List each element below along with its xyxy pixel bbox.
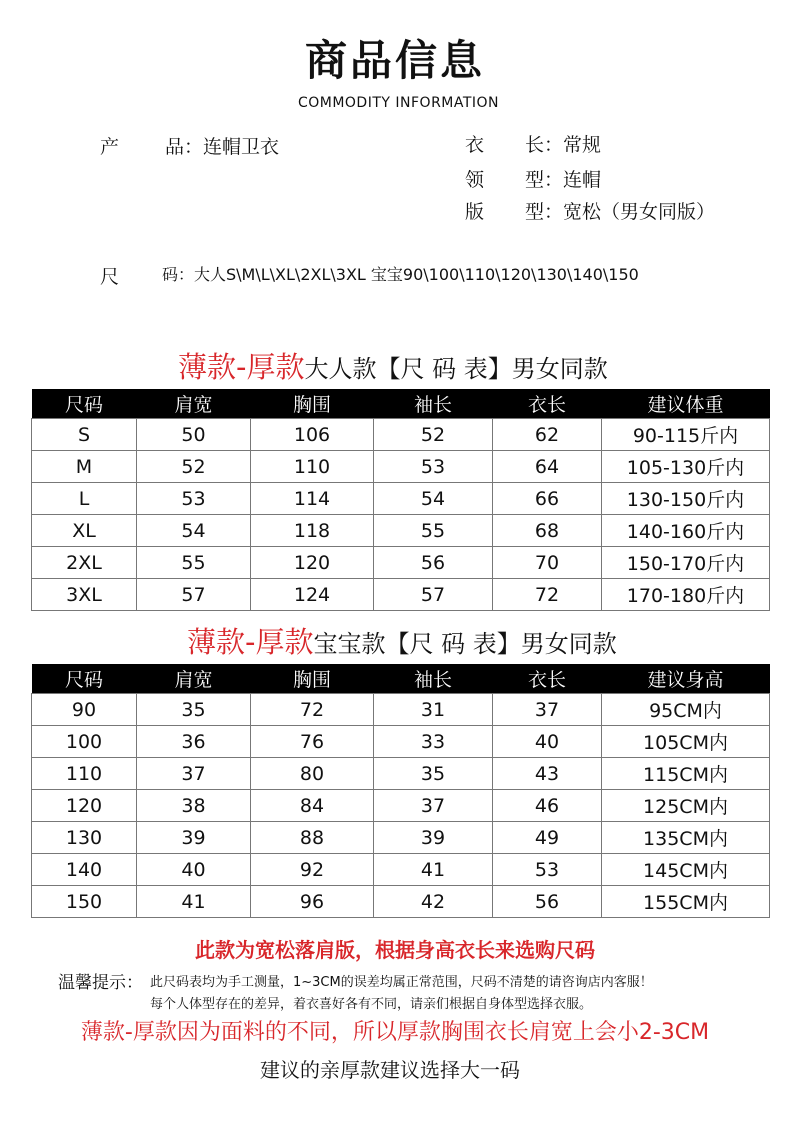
table-cell: 40	[493, 726, 602, 758]
thickness-note: 薄款-厚款因为面料的不同，所以厚款胸围衣长肩宽上会小2-3CM	[80, 1020, 710, 1045]
page-subtitle: COMMODITY INFORMATION	[297, 95, 500, 111]
table-cell: 135CM内	[602, 822, 770, 854]
table-cell: 41	[374, 854, 493, 886]
table-header-cell: 肩宽	[137, 389, 251, 419]
table-header-cell: 衣长	[493, 389, 602, 419]
table-cell: 76	[251, 726, 374, 758]
table-cell: 110	[251, 451, 374, 483]
table-cell: 57	[374, 579, 493, 611]
table-cell: 84	[251, 790, 374, 822]
table-cell: 36	[137, 726, 251, 758]
table-cell: 115CM内	[602, 758, 770, 790]
table-cell: 43	[493, 758, 602, 790]
table-cell: 140-160斤内	[602, 515, 770, 547]
table-header-cell: 胸围	[251, 664, 374, 694]
tip-line-1: 此尺码表均为手工测量，1~3CM的误差均属正常范围，尺码不清楚的请咨询店内客服！	[150, 975, 653, 990]
length-label: 衣	[465, 134, 485, 156]
table-row	[32, 579, 770, 611]
table-cell: 70	[493, 547, 602, 579]
product-label: 产	[100, 136, 120, 158]
loose-fit-note: 此款为宽松落肩版，根据身高衣长来选购尺码	[195, 938, 595, 962]
table-row	[32, 515, 770, 547]
table-header-cell: 尺码	[32, 664, 137, 694]
table-cell: 140	[32, 854, 137, 886]
table-cell: 35	[374, 758, 493, 790]
adult-heading-black: 大人款【尺 码 表】男女同款	[304, 355, 608, 383]
table-cell: 155CM内	[602, 886, 770, 918]
table-cell: 96	[251, 886, 374, 918]
table-cell: 2XL	[32, 547, 137, 579]
table-cell: 53	[137, 483, 251, 515]
table-cell: M	[32, 451, 137, 483]
table-cell: 52	[374, 419, 493, 451]
table-cell: 3XL	[32, 579, 137, 611]
table-cell: 53	[493, 854, 602, 886]
table-cell: 100	[32, 726, 137, 758]
table-cell: 41	[137, 886, 251, 918]
table-cell: 39	[374, 822, 493, 854]
table-cell: 72	[493, 579, 602, 611]
table-cell: 57	[137, 579, 251, 611]
table-header-cell: 建议体重	[602, 389, 770, 419]
length-value: 长：常规	[525, 134, 602, 156]
table-cell: 150	[32, 886, 137, 918]
table-cell: 130	[32, 822, 137, 854]
fit-value: 型：宽松（男女同版）	[525, 201, 716, 223]
table-cell: 130-150斤内	[602, 483, 770, 515]
table-cell: 110	[32, 758, 137, 790]
table-row	[32, 419, 770, 451]
table-cell: 145CM内	[602, 854, 770, 886]
tip-label: 温馨提示：	[58, 973, 143, 993]
table-header-cell: 胸围	[251, 389, 374, 419]
table-cell: 92	[251, 854, 374, 886]
table-cell: 66	[493, 483, 602, 515]
adult-heading-red: 薄款-厚款	[178, 350, 305, 384]
recommend-note: 建议的亲厚款建议选择大一码	[260, 1058, 520, 1082]
table-cell: 120	[32, 790, 137, 822]
table-cell: 49	[493, 822, 602, 854]
table-header-cell: 衣长	[493, 664, 602, 694]
table-row	[32, 822, 770, 854]
table-row	[32, 886, 770, 918]
table-cell: 64	[493, 451, 602, 483]
table-cell: 37	[374, 790, 493, 822]
table-cell: 125CM内	[602, 790, 770, 822]
table-cell: 55	[374, 515, 493, 547]
table-cell: 150-170斤内	[602, 547, 770, 579]
table-cell: 88	[251, 822, 374, 854]
table-cell: 56	[374, 547, 493, 579]
table-cell: 38	[137, 790, 251, 822]
adult-size-table	[31, 389, 770, 611]
table-cell: 120	[251, 547, 374, 579]
table-cell: 40	[137, 854, 251, 886]
table-cell: 52	[137, 451, 251, 483]
kids-heading-black: 宝宝款【尺 码 表】男女同款	[313, 630, 617, 658]
table-cell: 56	[493, 886, 602, 918]
table-cell: 80	[251, 758, 374, 790]
table-cell: 31	[374, 694, 493, 726]
table-cell: S	[32, 419, 137, 451]
table-cell: 68	[493, 515, 602, 547]
size-label: 尺	[100, 266, 120, 288]
table-cell: 105CM内	[602, 726, 770, 758]
table-header-cell: 袖长	[374, 664, 493, 694]
collar-value: 型：连帽	[525, 169, 602, 191]
table-cell: 35	[137, 694, 251, 726]
kids-heading-red: 薄款-厚款	[187, 625, 314, 659]
table-header-cell: 袖长	[374, 389, 493, 419]
table-header-cell: 建议身高	[602, 664, 770, 694]
table-cell: 105-130斤内	[602, 451, 770, 483]
table-cell: 46	[493, 790, 602, 822]
fit-label: 版	[465, 201, 485, 223]
table-cell: 42	[374, 886, 493, 918]
product-value: 品：连帽卫衣	[165, 136, 280, 158]
table-cell: 114	[251, 483, 374, 515]
table-cell: 62	[493, 419, 602, 451]
table-row	[32, 854, 770, 886]
table-header-cell: 肩宽	[137, 664, 251, 694]
table-cell: 118	[251, 515, 374, 547]
table-cell: 39	[137, 822, 251, 854]
table-cell: 95CM内	[602, 694, 770, 726]
table-row	[32, 758, 770, 790]
table-cell: 33	[374, 726, 493, 758]
kids-size-table	[31, 664, 770, 918]
table-row	[32, 726, 770, 758]
table-cell: 90	[32, 694, 137, 726]
size-value: 码：大人S\M\L\XL\2XL\3XL 宝宝90\100\110\120\130\140\150	[162, 265, 639, 284]
table-cell: 54	[374, 483, 493, 515]
table-cell: 37	[137, 758, 251, 790]
table-cell: 53	[374, 451, 493, 483]
table-cell: 170-180斤内	[602, 579, 770, 611]
table-cell: 37	[493, 694, 602, 726]
table-cell: L	[32, 483, 137, 515]
table-row	[32, 547, 770, 579]
table-row	[32, 694, 770, 726]
table-header-cell: 尺码	[32, 389, 137, 419]
table-cell: 72	[251, 694, 374, 726]
table-cell: 124	[251, 579, 374, 611]
kids-table-heading	[187, 620, 617, 661]
table-cell: 90-115斤内	[602, 419, 770, 451]
table-cell: XL	[32, 515, 137, 547]
kids-table-header-row	[32, 664, 770, 694]
adult-table-header-row	[32, 389, 770, 419]
collar-label: 领	[465, 169, 485, 191]
adult-table-heading	[178, 345, 608, 386]
page-title: 商品信息	[304, 36, 485, 85]
table-row	[32, 790, 770, 822]
table-cell: 55	[137, 547, 251, 579]
table-cell: 50	[137, 419, 251, 451]
tip-line-2: 每个人体型存在的差异，着衣喜好各有不同，请亲们根据自身体型选择衣服。	[150, 997, 593, 1012]
table-row	[32, 483, 770, 515]
table-cell: 54	[137, 515, 251, 547]
table-row	[32, 451, 770, 483]
table-cell: 106	[251, 419, 374, 451]
